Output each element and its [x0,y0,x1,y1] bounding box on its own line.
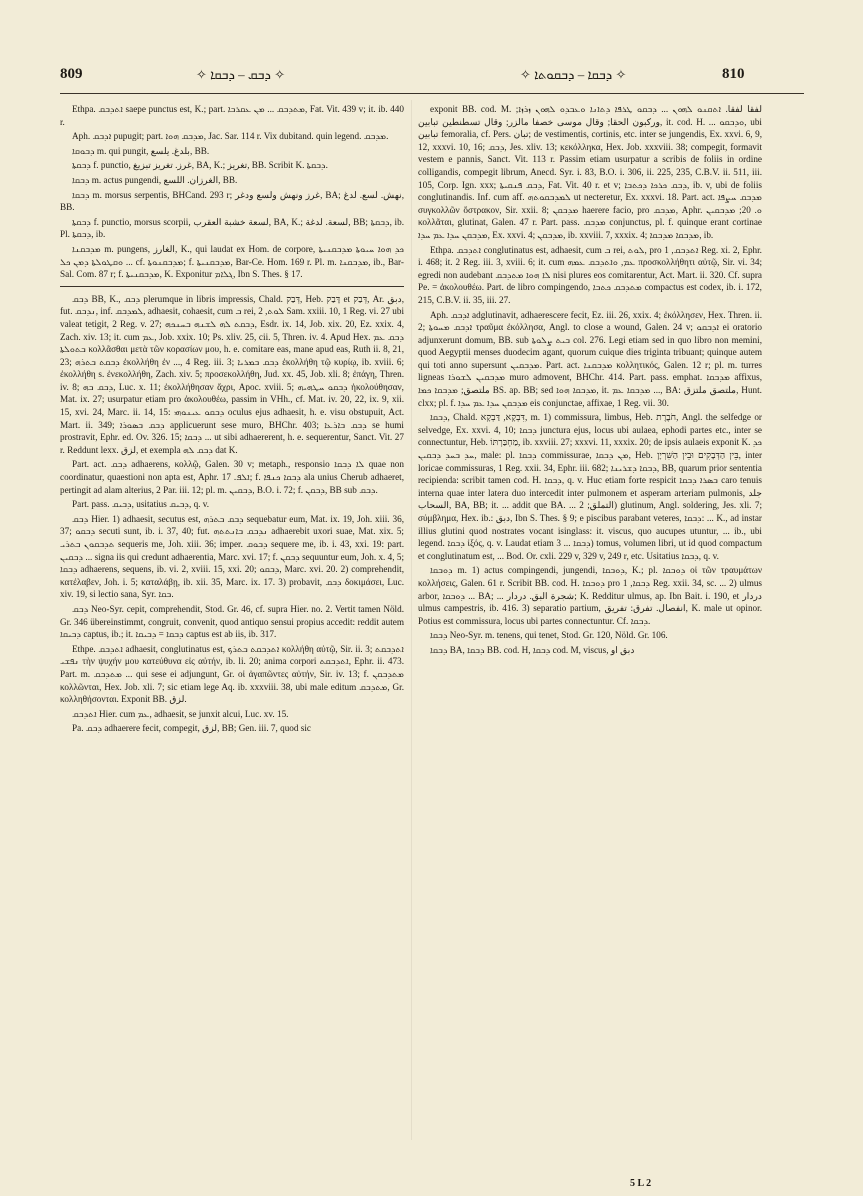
dictionary-entry: exponit BB. cod. M. لفقا لفقا. ܐܬܩܢܘ ܠܗܘܢ ... ܕܒܩܘ ܛܪܦܐ ܕܬܐܢܐ ܘܥܒܕܘ ܠܗܘܢ ܙܪܙܐ; وركبون الحقا; وقال موسى خصفا مالزر; وقال تسطنطين تبابين, it. cod. H. ... ܘܕܒܩܘ, ubi تبابين femoralia, cf. Pers. تبان; de vestimentis, cortinis, etc. inter se jungendis, Ex. xxvi. 6, 9, 12, xxxvi. 10, 16; ܕܒܩ, Jes. xliv. 13; κεκόλληκα, Hex. Job. xxxviii. 38; compegit, formavit vestem e pannis, Sanct. Vit. 113 r. Passim etiam usurpatur a scribis de foliis in ordine colligandis, compegit librum, Anecd. Syr. i. 83, B.O. i. 306, ii. 225, 235, C.B.V. ii. 511, iii. 105, Corp. Ign. xxx; ܕܒܩ ܦܢܩܝܬܐ, Fat. Vit. 40 r. et v; ܕܒܩ ܟܪܟܐ ܕܟܬܒܐ, ib. v, ubi de foliis conglutinandis. Inf. cum aff. ܠܡܕܒܩܘܬܗ ut necteretur, Ex. xxxvi. 18. Part. act. ܡܕܒܩ ܚܨܦܐ συγκολλῶν ὄστρακον, Sir. xxii. 8; ܡܕܒܩܢ haerere facio, pro ܡܕܒܩ, Aphr. ܘ. 20; ܡܕܒܩܝܢ κολλᾶται, glutinat, Galen. 47 r. Part. pass. ܡܕܒܩ conjunctus, pl. f. quinque erant cortinae ܡܕܒܩܢ ܚܕܐ ܥܡ ܚܕܐ, Ex. xxvi. 4; ܡܕܒܩܢ, ib. xxviii. 7, xxxix. 4; ܡܕܒܩܐ ܡܕܒܩܐ, ib. [418,104,762,240]
dictionary-entry: ܕܒܩܐ BA, ܕܒܩܐ BB. cod. H, ܕܒܩܐ cod. M, viscus, دبق او [430,644,635,655]
section-divider [60,286,404,287]
dictionary-entry: ܕܒܩܬܐ f. punctio, morsus scorpii, لسعة خشبة العقرب, BA, K.; لسعة. لدغة, BB; ܕܒܩܬܐ, ib. Pl. ܕܒܩܬܐ, ib. [60,216,404,240]
dictionary-entry: ܕܒܩ BB, K., ܕܒܩ plerumque in libris impressis, Chald. דְּבַק, Heb. דָּבַק et דְּבַק, Ar. دبق, fut. ܢܕܒܩ, inf. ܠܡܕܒܩ, adhaesit, cohaesit, cum ܒ rei, ܠܘܬ, 2 Sam. xxiii. 10, 1 Reg. vi. 27 ubi valeat tetigit, 2 Reg. v. 27; ܕܒܩܬ ܠܗ ܠܫܢܗ ܒܚܢܟܗ, Esdr. ix. 14, Job. xix. 20, Ez. xxix. 4, Zach. xiv. 13; it. cum ܥܡ, Job. xxix. 10; Ps. xliv. 25, cii. 5, Thren. iv. 4. Apud Hex. ܕܒܩ ܥܡ ܒܬܘܠܬܐ κολλᾶσθαι μετὰ τῶν κορασίων μου, h. e. comitare eas, mane apud eas, Ruth ii. 8, 21, 23; ܕܒܩܬ ܒܬܪܗ ἐκολλήθη ἐν ..., 4 Reg. iii. 3; ܕܒܩ ܒܡܪܝܐ ἐκολλήθη τῷ κυρίῳ, ib. xviii. 6; ἐκολλήθη s. ἐνεκολλήθη, Zach. xiv. 5; προσεκολλήθη, Jud. xx. 45, Job. xli. 8; ἐπάγη, Thren. iv. 8; ܕܒܩ ܒܗ, Luc. x. 11; ἐκολλήθησαν ἄχρι, Apoc. xviii. 5; ܕܒܩܘ ܚܛܗܝܗ ἠκολούθησαν, Mat. ix. 27; usurpatur etiam pro ἀκολουθέω, passim in VHh., cf. Mat. iv. 20, 22, ix. 9, xii. 15, xvi. 24, Marc. ii. 14, 15: ܕܒܩܘ ܥܝܢܘܗܝ oculus ejus adhaesit, h. e. visu obstupuit, Act. Mart. ii. 349; ܕܒܩ ܒܣܘܪܐ applicuerunt sese muro, BHChr. 403; ܕܒܩ ܒܐܪܥܐ se humi prostravit, Ephr. ed. Ov. 326. 15; ܕܒܩܐ ... ut sibi adhaererent, h. e. sequerentur, Sanct. Vit. 27 r. Reddunt lexx. لزق, et exempla ܕܒܩ ܠܗ dat K. [60,293,404,455]
dictionary-entry: ܕܒܩܐ Neo-Syr. m. tenens, qui tenet, Stod. Gr. 120, Nöld. Gr. 106. [430,630,668,641]
dictionary-entry: ܕܒܩ Hier. 1) adhaesit, secutus est, ܕܒܩ ܒܬܪܗ sequebatur eum, Mat. ix. 19, Joh. xiii. 36, 37; ܕܒܩܘ secuti sunt, ib. i. 37, 40; fut. ܢܕܒܩ ܒܐܢܬܬܗ adhaerebit uxori suae, Mat. xix. 5; ܬܕܒܩܘܢ ܒܬܪܝ sequeris me, Joh. xiii. 36; imper. ܕܒܘܩ sequere me, ib. i. 43, xxi. 19: part. ܕܒܩܝܢ ... signa iis qui credunt adhaerentia, Marc. xvi. 17; f. ܕܒܩܢ sequuntur eum, Joh. x. 4, 5; ܕܒܩܐ adhaerens, sequens, ib. vi. 2, xviii. 15, xxi. 20; ܕܒܩܘ, Marc. xvi. 20. 2) comprehendit, κατέλαβεν, Joh. i. 5; καταλάβῃ, ib. xii. 35, Marc. ix. 17. 3) probavit, ܕܒܩ δοκιμάσει, Luc. xiv. 19, si lectio sana, Syr. ܒܩܐ. [60,513,404,600]
signature-mark: 5 L 2 [630,1178,652,1189]
right-running-title: ✧ ܕܒܩܐ – ܕܒܩܘܬܐ ✧ [520,67,627,82]
dictionary-entry: ܕܒܘܩܐ m. qui pungit, بلدغ. يلسع, BB. [72,145,210,156]
dictionary-entry: Part. pass. ܕܒܝܩ, usitatius ܕܒܝܩ, q. v. [72,499,210,510]
dictionary-entry: ܕܒܩܐ, Chald. דִּבְקָא, דַּבְקָא, m. 1) commissura, limbus, Heb. חֹבֶרֶת, Angl. the selfedge or selvedge, Ex. xxvi. 4, 10; ܕܒܩܐ junctura ejus, locus ubi aulaea, ephodi partes etc., inter se connectuntur, Heb. מַחְבַּרְתּוֹ, ib. xxviii. 27; xxxvi. 11, xxxix. 20; de ipsis aulaeis exponit K. ܟܕ ܚܕ ܒܚܕ ܕܒܩܝܢ, male: pl. ܕܒܩܐ commissurae, ܡܢ ܕܒܩܐ, Heb. בֵּין הַדְּבָקִים וּבֵין הַשִּׁרְיָן, inter loricae commissuras, 1 Reg. xxii. 34, Ephr. iii. 682; ܕܒܩܐ ܕܫܪܝܢܐ, BB, quarum prior sententia recipienda: scribit tamen cod. H. ܕܒܩܐ, q. v. Huc etiam forte respicit ܒܣܪܐ ܕܒܩܐ caro tenuis interna quae inter latera duo intercedit inter pulmonem et asperam arteriam pulmonis, جلد السحاب, BA, BB; it. ... addit que BA. ... التملق; 2) glutinum, Angl. soldering, Jes. xli. 7; σύμβλημα, Hex. ib.: دبق, Ibn S. Thes. § 9; e piscibus parabant veteres, ܕܒܩܐ: ... K., ad instar illius glutini quod nostrates vocant isinglass: it. viscus, quo aucupes utuntur, ... ib., ubi legend. ܕܒܩܐ ἰξός, q. v. Laudat etiam ܕܒܩܐ ... 3) tomus, volumen libri, ut id quod compactum et conglutinatum est, ... Bod. Or. cxli. 229 v, 329 v, 249 r, etc. Usitatius ܕܒܩܐ, q. v. [418,412,762,561]
dictionary-entry: ܕܒܩܬܐ f. punctio, غرز. تغريز تبزيغ, BA, K.; تغريز, BB. Scribit K. ܕܒܩܬܐ. [72,160,328,171]
dictionary-entry: ܕܘܒܩܐ m. 1) actus compingendi, jungendi, ܕܘܒܩܐ, K.; pl. ܕܘܒܩܐ οἱ τῶν τραυμάτων κολλήσεις, Galen. 61 r. Scribit BB. cod. H. ܕܘܒܩܐ pro ܕܒܩܐ, 1 Reg. xxii. 34, sc. ... 2) ulmus arbor, ܕܘܒܩܐ ... BA; ... شجرة البق. دردار; K. Redditur ulmus, ap. Ibn Bait. i. 190, et دردار ulmus campestris, ib. 416. 3) separatio partium, انفصال. تفرق: تفريق, K. male ut opinor. Potius est commissura, locus ubi partes connectuntur. Cf. ܕܒܩܐ. [418,565,762,626]
dictionary-entry: ܕܒܩ Neo-Syr. cepit, comprehendit, Stod. Gr. 46, cf. supra Hier. no. 2. Vertit tamen Nöld. Gr. 346 übereinstimmt, congruit, convenit, quod antiquo sensui propius accedit: reddit autem ܕܒܝܩܐ captus, ib.; it. ܕܒܩܐ = ܕܒܝܩܐ captus est ab iis, ib. 317. [60,603,404,640]
dictionary-entry: Part. act. ܕܒܩ adhaerens, κολλῷ, Galen. 30 v; metaph., responsio ܠܐ ܕܒܩܐ quae non coordinatur, quaestioni non apta est, Aphr. ܐܠܦ. 17; f. ܕܒܩܐ ܟܢܦܐ ala unius Cherub adhaeret, pertingit ad alam alterius, 2 Par. iii. 12; pl. m. ܕܒܩܝܢ, B.O. i. 72; f. ܕܒܩܢ, BB sub ܕܒܩ. [60,459,404,495]
page-header [0,62,863,92]
dictionary-entry: Aph. ܐܕܒܩ adglutinavit, adhaerescere fecit, Ez. iii. 26, xxix. 4; ἐκόλλησεν, Hex. Thren. ii. 2; ܐܕܒܩ ܡܚܘܬܐ τραῦμα ἐκόλλησα, Angl. to close a wound, Galen. 24 v; ܐܕܒܩܘ ei oratorio adjunxerunt domum, BB. sub ܒܝܬ ܨܠܘܬܐ col. 276. Legi etiam sed in quo libro non memini, quod Aegyptii menses duodecim agant, quorum cuique dies triginta tribuant; quinque autem qui toti anno supersunt ܡܕܒܩܝܢ. Part. act. ܡܕܒܩܢܐ κολλητικός, Galen. 12 r; pl. m. turres ligneas ܡܕܒܩܝܢ ܠܫܘܪܐ muro admovent, BHChr. 414. Part. pass. emphat. ܡܕܒܩܐ affixus, ملتصق; ܡܕܒܩܐ ܟܡܐ BS. ap. BB; sed ܡܕܒܩܐ ܗܘܐ, it. ܡܕܒܩܐ ܥܡ ..., BA: ملتصق ملتزق, Hunt. clxx; pl. f. ܡܕܒܩܢ ܚܕܐ ܥܡ ܚܕܐ eis conjunctae, affixae, 1 Reg. vii. 30. [418,309,762,408]
column-gutter [411,100,412,1140]
left-page-number: 809 [60,66,83,82]
dictionary-entry: ܕܒܩܐ m. actus pungendi, الغرزان. اللسع, BB. [72,174,238,185]
dictionary-entry: ܐܬܕܒܩ Hier. cum ܥܡ, adhaesit, se junxit alcui, Luc. xv. 15. [72,708,289,719]
header-rule [60,93,804,94]
left-column [60,103,404,1143]
left-running-title: ✧ ܕܒܩ – ܕܒܩܐ ✧ [196,67,286,82]
dictionary-entry: Ethpa. ܐܬܕܒܩ saepe punctus est, K.; part. ܡܬܕܒܩ ... ܡܢ ܥܩܪܒܐ, Fat. Vit. 439 v; it. ib. 440 r. [60,104,404,127]
dictionary-entry: Ethpa. ܐܬܕܒܩ conglutinatus est, adhaesit, cum ܒ rei, ܠܘܬ, pro ܐܬܕܒܩ, 1 Reg. xi. 2, Ephr. i. 468; it. 2 Reg. iii. 3, xviii. 6; it. cum ܥܡ, ܘܐܬܕܒܩ ܥܡܗ προσκολλήθητι αὐτῷ, Sir. vi. 34; egredi non audebant ܠܐ ܗܘܐ ܡܬܕܒܩ nisi plures eos comitarentur, Act. Mart. ii. 320. Cf. supra Pe. = ἀκολουθέω. Part. de libro compingendo, ܡܬܕܒܩ ܟܬܒܐ compactus est codex, ib. i. 172, 215, C.B.V. ii. 35, iii. 27. [418,244,762,305]
dictionary-entry: ܡܕܒܩܢܐ m. pungens, الغارز, K., qui laudat ex Hom. de corpore, ܟܕ ܗܘܐ ܚܝܘܬܐ ܡܕܒܩܢܝܬܐ ܘܩܛܘܠܬܐ ܕܡܢ ܟܠ ... cf. ܡܕܒܩܢܘܬܐ; f. ܡܕܒܩܢܝܬܐ, Bar-Ce. Hom. 169 r. Pl. m. ܡܕܒܩܢܐ, ib., Bar-Sal. Com. 87 r; f. ܡܕܒܩܢܝܬܐ, K. Exponitur ܓܠܐܡ, Ibn S. Thes. § 17. [60,243,404,280]
dictionary-entry: ܕܒܩܐ m. morsus serpentis, BHCand. 293 r; غرز ونهش ولسع ودغر, BA; نهش. لسع. لدغ, BB. [60,189,404,213]
dictionary-entry: Ethpe. ܐܬܕܒܩ adhaesit, conglutinatus est, ܐܬܕܒܩܬ ܒܬܪܟ κολλήθη αὐτῷ, Sir. ii. 3; ܐܬܕܒܩܬ ܢܦܫܝ τὴν ψυχήν μου κατεύθυνα εἰς αὐτήν, ib. li. 20; anima corpori ܐܬܕܒܩܬ, Ephr. ii. 473. Part. m. ܡܬܕܒܩ ... qui sese ei adjungunt, Gr. οἱ ἀγαπῶντες αὐτήν, Sir. iv. 13; f. ܡܬܕܒܩܢ κολλῶνται, Hex. Job. xli. 7; sic etiam lege Aq. ib. xxxviii. 38, ubi male editum ܡܬܕܒܩ, Gr. κολληθήσονται. Exponit BB. لزق. [60,643,404,705]
right-page-number: 810 [722,66,745,82]
dictionary-entry: Pa. ܕܒܩ adhaerere fecit, compegit, لزق, BB; Gen. iii. 7, quod sic [72,723,311,734]
right-column [418,103,762,1143]
dictionary-entry: Aph. ܐܕܒܩ pupugit; part. ܡܕܒܩ ܗܘܐ, Jac. Sar. 114 r. Vix dubitand. quin legend. ܡܕܒܩ. [72,131,389,142]
